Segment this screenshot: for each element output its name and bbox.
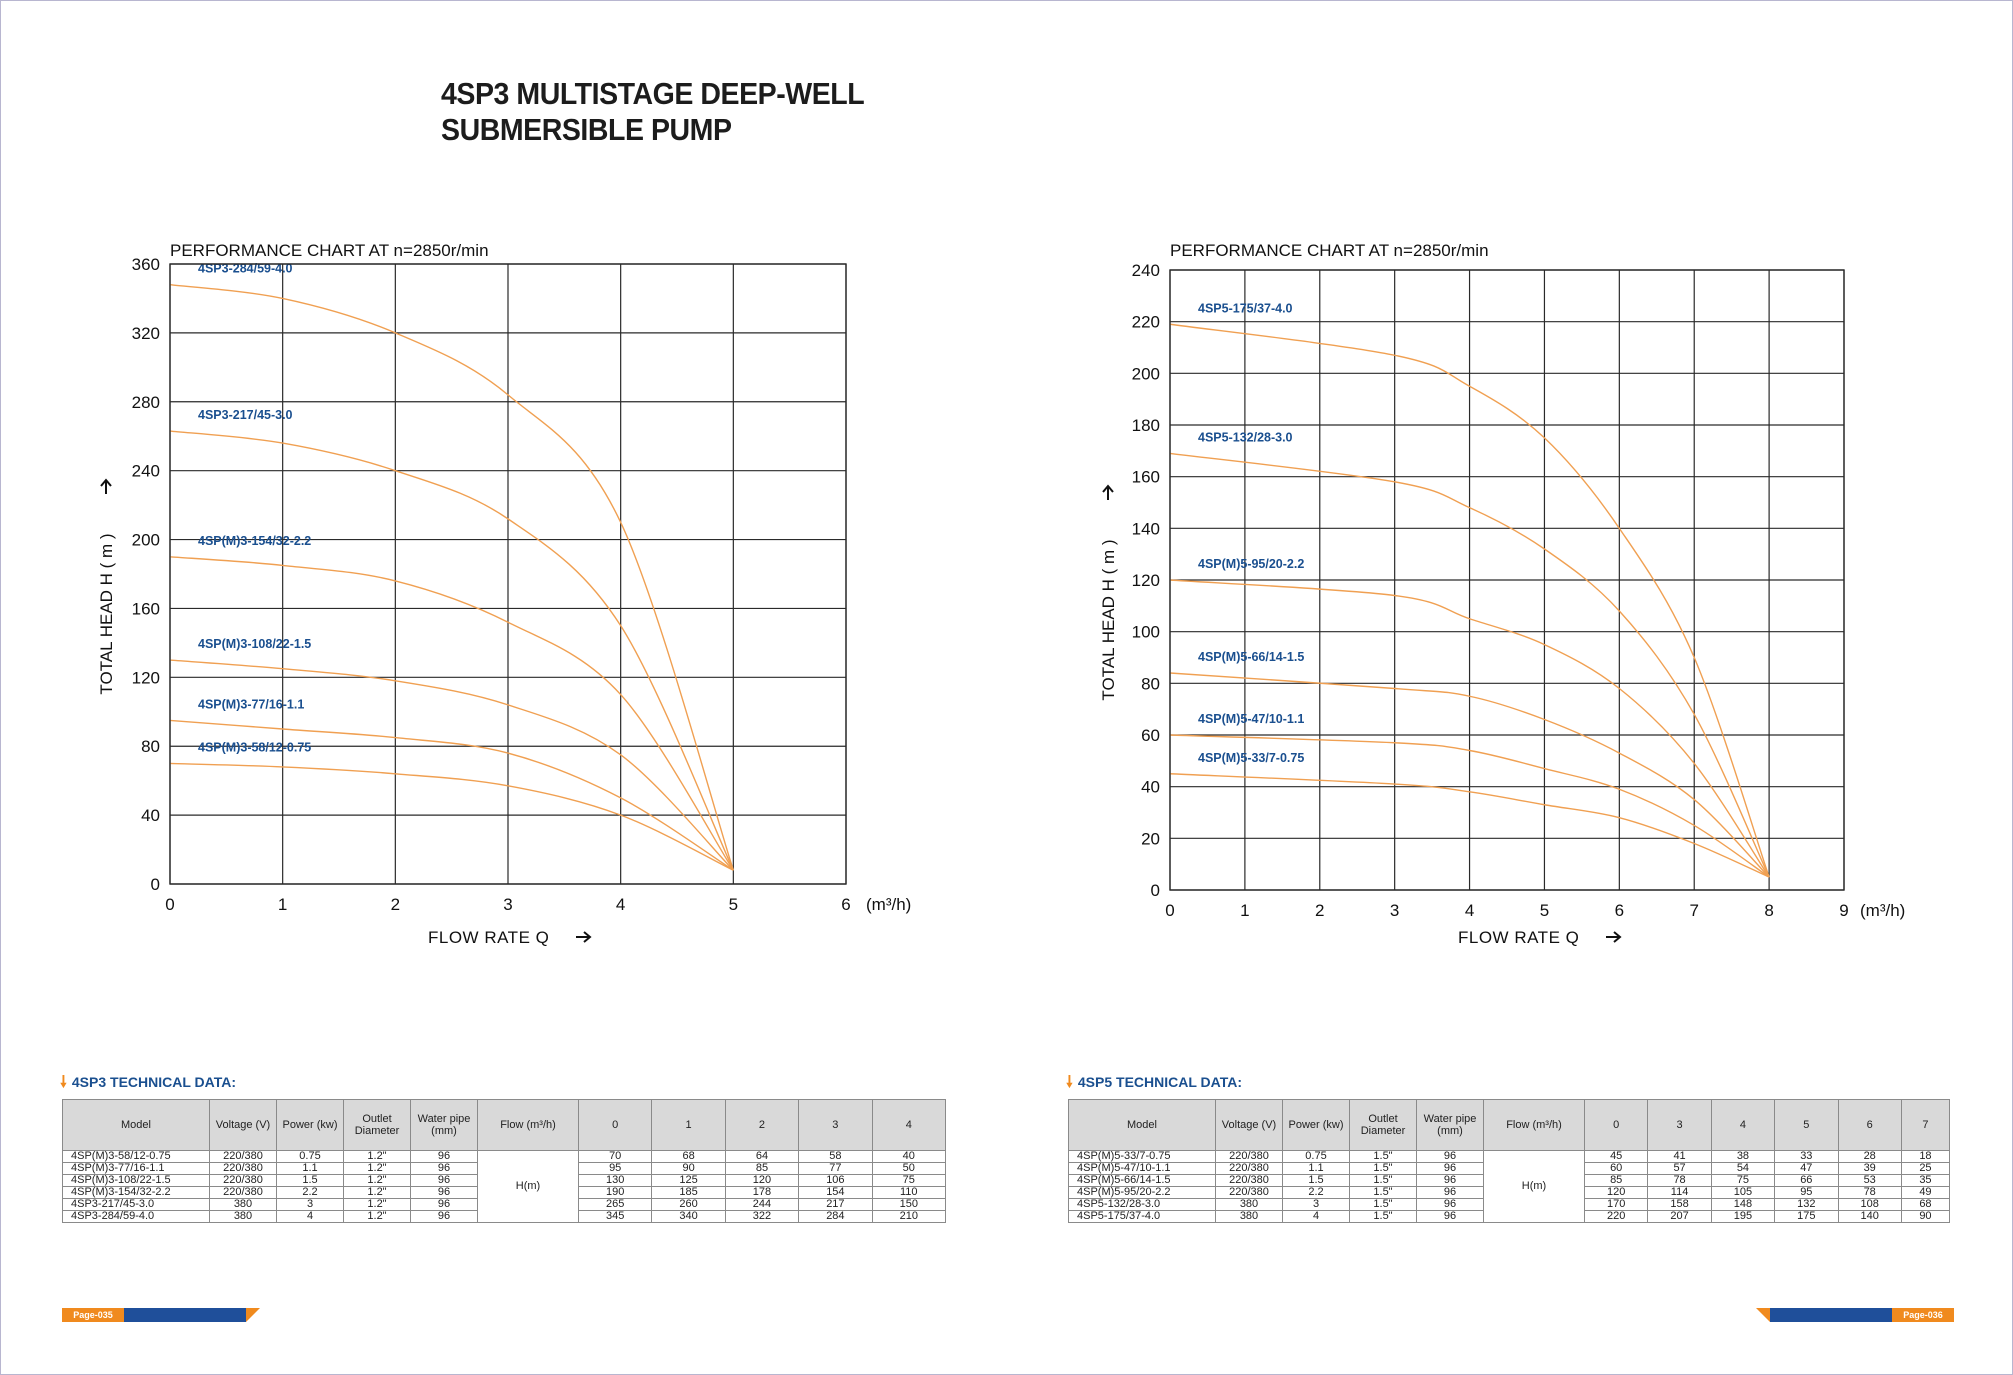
x-tick-label: 8 [1764,901,1774,920]
value-cell: 66 [1775,1175,1838,1187]
value-cell: 95 [579,1163,652,1175]
value-cell: 0.75 [277,1151,344,1163]
x-tick-label: 2 [1315,901,1325,920]
tech-table-4sp3 [62,1099,946,1223]
value-cell: 114 [1648,1187,1711,1199]
value-cell: 90 [652,1163,725,1175]
title-line-1: 4SP3 MULTISTAGE DEEP-WELL [441,76,865,111]
value-cell: 178 [725,1187,798,1199]
y-tick-label: 240 [1131,261,1160,280]
value-cell: 340 [652,1211,725,1223]
value-cell: 345 [579,1211,652,1223]
x-axis-label: FLOW RATE Q [428,928,550,947]
value-cell: 96 [1417,1199,1484,1211]
x-tick-label: 5 [728,895,739,914]
page-number-left: Page-035 [62,1308,124,1322]
value-cell: 130 [579,1175,652,1187]
column-header: 5 [1775,1100,1838,1151]
table-heading-4sp3: 🠗 4SP3 TECHNICAL DATA: [60,1074,236,1091]
model-cell: 4SP(M)5-66/14-1.5 [1069,1175,1216,1187]
value-cell: 96 [411,1211,478,1223]
value-cell: 96 [411,1151,478,1163]
y-tick-label: 320 [131,323,160,343]
value-cell: 158 [1648,1199,1711,1211]
column-header: Water pipe (mm) [411,1100,478,1151]
value-cell: 170 [1585,1199,1648,1211]
x-tick-label: 4 [1464,901,1475,920]
series-label: 4SP(M)5-66/14-1.5 [1198,650,1305,664]
value-cell: 41 [1648,1151,1711,1163]
x-tick-label: 2 [390,895,401,914]
series-label: 4SP(M)3-154/32-2.2 [198,533,312,548]
down-arrow-icon: 🠗 [60,1074,67,1091]
value-cell: 195 [1711,1211,1774,1223]
value-cell: 68 [652,1151,725,1163]
model-cell: 4SP(M)3-77/16-1.1 [63,1163,210,1175]
x-unit-label: (m³/h) [866,895,912,914]
column-header: Power (kw) [1283,1100,1350,1151]
down-arrow-icon: 🠗 [1066,1074,1073,1091]
value-cell: 220/380 [1216,1175,1283,1187]
value-cell: 96 [411,1199,478,1211]
model-cell: 4SP3-217/45-3.0 [63,1199,210,1211]
y-tick-label: 160 [131,599,160,619]
value-cell: 380 [1216,1199,1283,1211]
chart-title: PERFORMANCE CHART AT n=2850r/min [170,241,489,260]
footer-tab-shape [246,1308,260,1322]
table-heading-4sp5: 🠗 4SP5 TECHNICAL DATA: [1066,1074,1242,1091]
value-cell: 3 [1283,1199,1350,1211]
value-cell: 220/380 [210,1175,277,1187]
y-tick-label: 200 [1131,364,1160,384]
column-header: 3 [1648,1100,1711,1151]
value-cell: 220/380 [1216,1163,1283,1175]
value-cell: 75 [1711,1175,1774,1187]
title-line-2: SUBMERSIBLE PUMP [441,112,732,147]
value-cell: 33 [1775,1151,1838,1163]
footer-right [1756,1308,1952,1322]
value-cell: 2.2 [1283,1187,1350,1199]
table-row [63,1151,946,1163]
y-axis-label: TOTAL HEAD H ( m ) [97,533,116,695]
value-cell: 1.1 [1283,1163,1350,1175]
y-tick-label: 200 [131,530,160,550]
y-tick-label: 20 [1141,829,1160,849]
y-tick-label: 120 [1131,571,1160,590]
value-cell: 3 [277,1199,344,1211]
column-header: Outlet Diameter [1350,1100,1417,1151]
y-tick-label: 140 [1131,519,1160,539]
value-cell: 45 [1585,1151,1648,1163]
model-cell: 4SP(M)3-154/32-2.2 [63,1187,210,1199]
value-cell: 220/380 [1216,1187,1283,1199]
value-cell: 1.5" [1350,1187,1417,1199]
table-header-row [1069,1100,1950,1151]
value-cell: 1.2" [344,1199,411,1211]
value-cell: 70 [579,1151,652,1163]
y-tick-label: 60 [1141,726,1160,745]
value-cell: 58 [799,1151,872,1163]
value-cell: 96 [1417,1151,1484,1163]
y-tick-label: 120 [131,668,160,688]
footer-tab-shape [1756,1308,1770,1322]
value-cell: 1.2" [344,1163,411,1175]
x-tick-label: 7 [1689,901,1699,920]
value-cell: 220/380 [210,1163,277,1175]
y-tick-label: 100 [1131,622,1160,642]
value-cell: 106 [799,1175,872,1187]
column-header: Flow (m³/h) [478,1100,579,1151]
value-cell: 95 [1775,1187,1838,1199]
head-label-cell: H(m) [478,1151,579,1223]
y-tick-label: 0 [150,875,160,894]
x-tick-label: 0 [1165,901,1175,920]
value-cell: 1.1 [277,1163,344,1175]
y-axis-label: TOTAL HEAD H ( m ) [1099,539,1118,701]
value-cell: 210 [872,1211,945,1223]
x-unit-label: (m³/h) [1860,901,1906,920]
value-cell: 1.5" [1350,1163,1417,1175]
table-header-row [63,1100,946,1151]
value-cell: 207 [1648,1211,1711,1223]
value-cell: 54 [1711,1163,1774,1175]
x-tick-label: 1 [1240,901,1250,920]
value-cell: 96 [1417,1163,1484,1175]
footer-bar-left [124,1308,246,1322]
x-axis-label: FLOW RATE Q [1458,928,1580,947]
y-tick-label: 180 [1131,416,1160,435]
value-cell: 60 [1585,1163,1648,1175]
column-header: Outlet Diameter [344,1100,411,1151]
value-cell: 1.2" [344,1151,411,1163]
value-cell: 1.5 [277,1175,344,1187]
column-header: 7 [1901,1100,1949,1151]
value-cell: 125 [652,1175,725,1187]
column-header: 3 [799,1100,872,1151]
footer-bar-right [1770,1308,1892,1322]
value-cell: 220/380 [1216,1151,1283,1163]
value-cell: 57 [1648,1163,1711,1175]
y-tick-label: 0 [1150,881,1160,900]
y-tick-label: 240 [131,461,160,481]
column-header: Voltage (V) [210,1100,277,1151]
value-cell: 68 [1901,1199,1949,1211]
column-header: 0 [579,1100,652,1151]
value-cell: 39 [1838,1163,1901,1175]
value-cell: 380 [210,1199,277,1211]
y-tick-label: 80 [1141,674,1160,694]
value-cell: 96 [411,1187,478,1199]
y-tick-label: 280 [131,392,160,412]
value-cell: 110 [872,1187,945,1199]
value-cell: 96 [411,1163,478,1175]
value-cell: 96 [1417,1187,1484,1199]
model-cell: 4SP3-284/59-4.0 [63,1211,210,1223]
value-cell: 108 [1838,1199,1901,1211]
value-cell: 2.2 [277,1187,344,1199]
value-cell: 78 [1648,1175,1711,1187]
series-label: 4SP(M)3-108/22-1.5 [198,637,312,652]
table-row [1069,1151,1950,1163]
page-number-right: Page-036 [1892,1308,1954,1322]
value-cell: 154 [799,1187,872,1199]
value-cell: 90 [1901,1211,1949,1223]
x-tick-label: 6 [1614,901,1625,920]
series-label: 4SP5-175/37-4.0 [1198,301,1293,316]
series-label: 4SP(M)3-77/16-1.1 [198,697,305,712]
value-cell: 75 [872,1175,945,1187]
value-cell: 1.2" [344,1175,411,1187]
series-label: 4SP(M)5-47/10-1.1 [1198,712,1305,726]
value-cell: 85 [725,1163,798,1175]
column-header: Water pipe (mm) [1417,1100,1484,1151]
column-header: 4 [872,1100,945,1151]
y-tick-label: 220 [1131,312,1160,332]
x-tick-label: 6 [841,895,851,914]
value-cell: 217 [799,1199,872,1211]
value-cell: 1.5" [1350,1211,1417,1223]
value-cell: 50 [872,1163,945,1175]
value-cell: 25 [1901,1163,1949,1175]
model-cell: 4SP5-175/37-4.0 [1069,1211,1216,1223]
x-tick-label: 5 [1539,901,1550,920]
column-header: 6 [1838,1100,1901,1151]
value-cell: 220/380 [210,1151,277,1163]
value-cell: 53 [1838,1175,1901,1187]
value-cell: 244 [725,1199,798,1211]
value-cell: 47 [1775,1163,1838,1175]
value-cell: 1.5" [1350,1151,1417,1163]
value-cell: 185 [652,1187,725,1199]
value-cell: 18 [1901,1151,1949,1163]
value-cell: 132 [1775,1199,1838,1211]
y-tick-label: 40 [1141,777,1160,797]
value-cell: 85 [1585,1175,1648,1187]
value-cell: 120 [725,1175,798,1187]
value-cell: 148 [1711,1199,1774,1211]
arrow-right-icon [1606,932,1620,942]
y-tick-label: 360 [131,255,160,274]
series-label: 4SP(M)5-95/20-2.2 [1198,557,1305,571]
value-cell: 49 [1901,1187,1949,1199]
model-cell: 4SP(M)3-58/12-0.75 [63,1151,210,1163]
value-cell: 4 [277,1211,344,1223]
value-cell: 220/380 [210,1187,277,1199]
y-tick-label: 80 [141,737,160,757]
column-header: Flow (m³/h) [1484,1100,1585,1151]
column-header: Power (kw) [277,1100,344,1151]
value-cell: 96 [1417,1211,1484,1223]
value-cell: 120 [1585,1187,1648,1199]
value-cell: 284 [799,1211,872,1223]
series-curve [170,285,733,871]
arrow-up-icon [101,480,111,494]
value-cell: 260 [652,1199,725,1211]
value-cell: 1.5" [1350,1175,1417,1187]
series-label: 4SP3-217/45-3.0 [198,408,293,423]
x-tick-label: 3 [503,895,513,914]
value-cell: 38 [1711,1151,1774,1163]
value-cell: 265 [579,1199,652,1211]
value-cell: 28 [1838,1151,1901,1163]
model-cell: 4SP5-132/28-3.0 [1069,1199,1216,1211]
value-cell: 78 [1838,1187,1901,1199]
column-header: 1 [652,1100,725,1151]
value-cell: 0.75 [1283,1151,1350,1163]
value-cell: 1.5" [1350,1199,1417,1211]
column-header: 2 [725,1100,798,1151]
column-header: Model [63,1100,210,1151]
x-tick-label: 1 [277,895,288,914]
x-tick-label: 4 [615,895,626,914]
value-cell: 96 [411,1175,478,1187]
chart-title: PERFORMANCE CHART AT n=2850r/min [1170,241,1489,260]
value-cell: 175 [1775,1211,1838,1223]
x-tick-label: 3 [1389,901,1400,920]
value-cell: 190 [579,1187,652,1199]
column-header: 0 [1585,1100,1648,1151]
column-header: 4 [1711,1100,1774,1151]
column-header: Model [1069,1100,1216,1151]
model-cell: 4SP(M)5-33/7-0.75 [1069,1151,1216,1163]
footer-left [62,1308,258,1322]
series-label: 4SP(M)5-33/7-0.75 [1198,750,1305,765]
model-cell: 4SP(M)5-47/10-1.1 [1069,1163,1216,1175]
value-cell: 150 [872,1199,945,1211]
value-cell: 96 [1417,1175,1484,1187]
value-cell: 105 [1711,1187,1774,1199]
head-label-cell: H(m) [1484,1151,1585,1223]
tech-table-4sp5 [1068,1099,1950,1223]
model-cell: 4SP(M)5-95/20-2.2 [1069,1187,1216,1199]
series-label: 4SP3-284/59-4.0 [198,261,293,276]
value-cell: 1.5 [1283,1175,1350,1187]
value-cell: 380 [1216,1211,1283,1223]
value-cell: 64 [725,1151,798,1163]
arrow-up-icon [1103,486,1113,500]
x-tick-label: 0 [165,895,175,914]
series-label: 4SP(M)3-58/12-0.75 [198,740,312,755]
column-header: Voltage (V) [1216,1100,1283,1151]
value-cell: 4 [1283,1211,1350,1223]
value-cell: 77 [799,1163,872,1175]
x-tick-label: 9 [1839,901,1849,920]
model-cell: 4SP(M)3-108/22-1.5 [63,1175,210,1187]
value-cell: 322 [725,1211,798,1223]
value-cell: 40 [872,1151,945,1163]
y-tick-label: 40 [141,806,160,826]
value-cell: 1.2" [344,1187,411,1199]
y-tick-label: 160 [1131,467,1160,487]
series-curve [170,557,733,870]
value-cell: 140 [1838,1211,1901,1223]
series-label: 4SP5-132/28-3.0 [1198,430,1293,445]
value-cell: 35 [1901,1175,1949,1187]
value-cell: 1.2" [344,1211,411,1223]
arrow-right-icon [576,932,590,942]
value-cell: 380 [210,1211,277,1223]
value-cell: 220 [1585,1211,1648,1223]
